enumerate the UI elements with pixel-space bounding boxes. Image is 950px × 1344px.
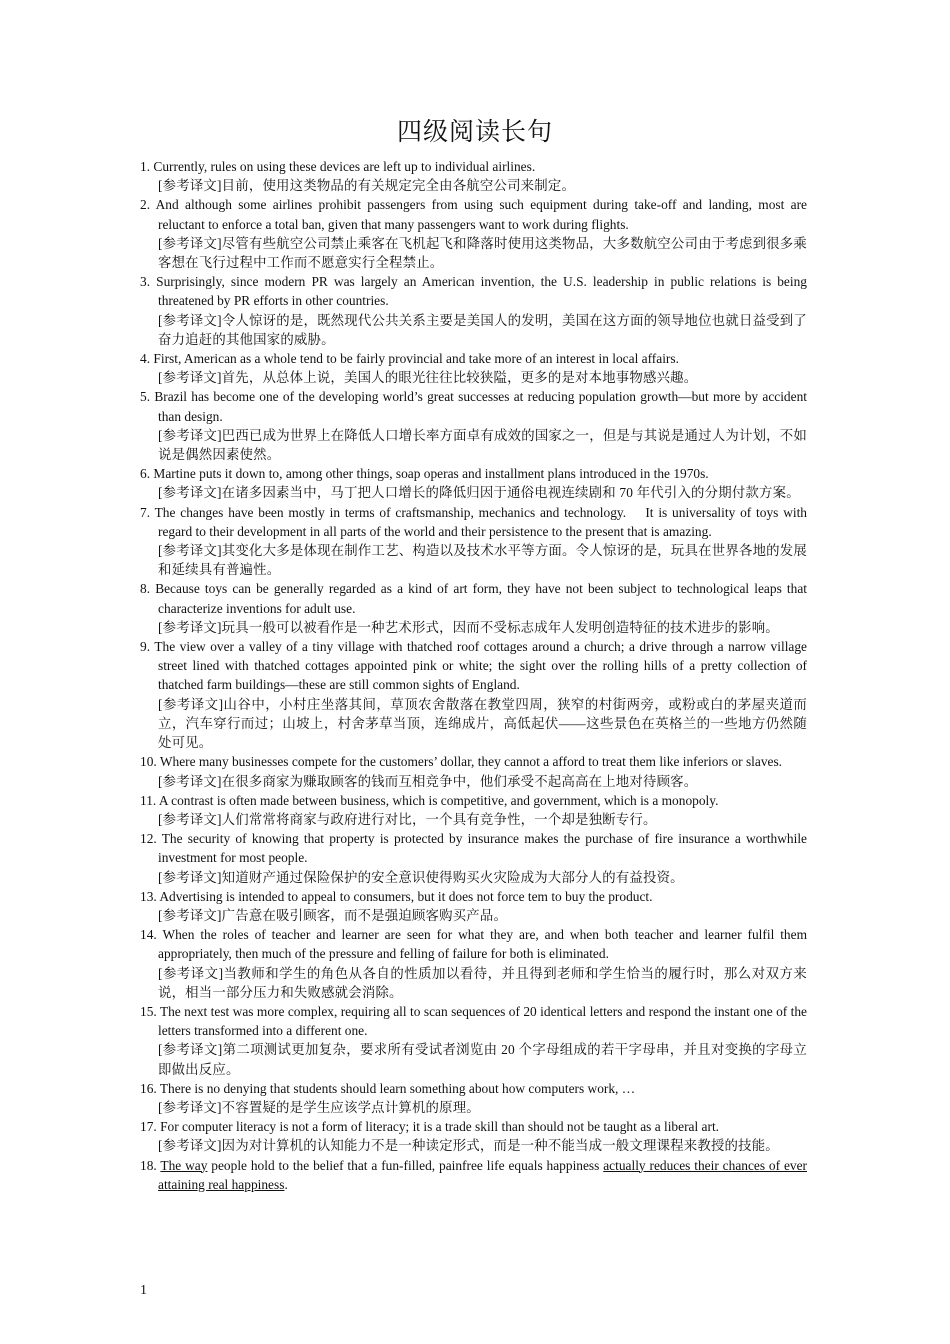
sentence-item-7: [140, 503, 811, 580]
sentence-item-13: [140, 887, 807, 925]
sentence-item-4: [140, 349, 807, 387]
english-sentence: [140, 1002, 811, 1040]
sentence-text: Advertising is intended to appeal to consumers, but it does not force tem to buy the product.: [159, 888, 653, 904]
sentence-text: The view over a valley of a tiny village with thatched roof cottages around a church; a drive through a narrow village street lined with thatched cottages appointed pink or white; the sight over the rolling hills of a pretty collection of thatched farm buildings—these are still common sights of England.: [154, 639, 811, 693]
sentence-item-10: [140, 752, 807, 790]
sentence-item-5: [140, 387, 811, 464]
item-number: 10.: [140, 754, 157, 770]
sentence-text: A contrast is often made between business, which is competitive, and government, which is a monopoly.: [158, 792, 719, 808]
english-sentence: [140, 464, 807, 483]
chinese-translation: [参考译文]尽管有些航空公司禁止乘客在飞机起飞和降落时使用这类物品，大多数航空公司由于考虑到很多乘客想在飞行过程中工作而不愿意实行全程禁止。: [158, 235, 807, 271]
item-number: 6.: [140, 466, 151, 482]
sentence-text: Martine puts it down to, among other things, soap operas and installment plans introduced in the 1970s.: [153, 466, 709, 482]
item-number: 13.: [140, 888, 157, 904]
item-number: 9.: [140, 639, 151, 655]
sentence-text: The changes have been mostly in terms of craftsmanship, mechanics and technology. It is universality of toys with regard to their development in all parts of the world and their persistence to the present that is amazing.: [154, 504, 811, 539]
sentence-text: Currently, rules on using these devices are left up to individual airlines.: [153, 159, 536, 174]
chinese-translation: [参考译文]令人惊讶的是，既然现代公共关系主要是美国人的发明，美国在这方面的领导地位也就日益受到了奋力追赶的其他国家的威胁。: [158, 312, 807, 347]
sentence-item-18: [140, 1156, 807, 1194]
sentence-item-16: [140, 1079, 807, 1117]
chinese-translation: [参考译文]因为对计算机的认知能力不是一种读定形式，而是一种不能当成一般文理课程来教授的技能。: [158, 1138, 779, 1154]
item-number: 11.: [140, 792, 157, 808]
sentence-text: First, American as a whole tend to be fairly provincial and take more of an interest in local affairs.: [153, 351, 679, 367]
item-number: 12.: [140, 831, 157, 847]
english-sentence: [140, 195, 811, 233]
item-number: 15.: [140, 1003, 157, 1019]
english-sentence: [140, 579, 811, 617]
sentence-text: Brazil has become one of the developing world’s great successes at reducing population growth—but more by accident than design.: [154, 389, 811, 424]
sentence-text: And although some airlines prohibit passengers from using such equipment during take-off and landing, most are reluctant to enforce a total ban, given that many passengers want to work during flights.: [155, 197, 811, 232]
english-sentence: [140, 157, 807, 176]
item-number: 4.: [140, 351, 151, 367]
english-sentence: [140, 1117, 807, 1136]
chinese-translation: [参考译文]巴西已成为世界上在降低人口增长率方面卓有成效的国家之一，但是与其说是通过人为计划，不如说是偶然因素使然。: [158, 427, 807, 463]
english-sentence: [140, 791, 807, 810]
sentence-text: Because toys can be generally regarded as a kind of art form, they have not been subject to technological leaps that characterize inventions for adult use.: [155, 581, 811, 616]
underlined-phrase: actually reduces their chances of ever attaining real happiness: [158, 1157, 808, 1192]
sentence-item-6: [140, 464, 807, 502]
sentence-item-12: [140, 829, 811, 887]
sentence-text: The next test was more complex, requiring all to scan sequences of 20 identical letters and respond the instant one of the letters transformed into a different one.: [158, 1003, 811, 1039]
english-sentence: [140, 1156, 807, 1194]
chinese-translation: [参考译文]其变化大多是体现在制作工艺、构造以及技术水平等方面。令人惊讶的是，玩具在世界各地的发展和延续具有普遍性。: [158, 543, 807, 578]
sentence-item-17: [140, 1117, 807, 1155]
sentence-item-2: [140, 195, 811, 272]
english-sentence: [140, 503, 811, 541]
chinese-translation: [参考译文]当教师和学生的角色从各自的性质加以看待，并且得到老师和学生恰当的履行时，那么对双方来说，相当一部分压力和失败感就会消除。: [158, 965, 807, 1000]
chinese-translation: [参考译文]知道财产通过保险保护的安全意识使得购买火灾险成为大部分人的有益投资。: [158, 869, 684, 885]
sentence-list: [140, 157, 811, 1194]
sentence-text: Where many businesses compete for the customers’ dollar, they cannot a afford to treat them like inferiors or slaves.: [159, 754, 783, 770]
chinese-translation: [参考译文]玩具一般可以被看作是一种艺术形式，因而不受标志成年人发明创造特征的技术进步的影响。: [158, 619, 779, 635]
chinese-translation: [参考译文]不容置疑的是学生应该学点计算机的原理。: [158, 1099, 480, 1115]
item-number: 2.: [140, 197, 151, 213]
chinese-translation: [参考译文]人们常常将商家与政府进行对比，一个具有竞争性，一个却是独断专行。: [158, 811, 657, 827]
item-number: 14.: [140, 927, 157, 943]
item-number: 8.: [140, 581, 151, 597]
chinese-translation: [参考译文]广告意在吸引顾客，而不是强迫顾客购买产品。: [158, 907, 508, 923]
chinese-translation: [参考译文]山谷中，小村庄坐落其间，草顶农舍散落在教堂四周，狭窄的村街两旁，或粉或白的茅屋夹道而立，汽车穿行而过；山坡上，村舍茅草当顶，连绵成片，高低起伏——这些景色在英格兰的一些地方仍然随处可见。: [158, 696, 807, 751]
sentence-item-14: [140, 925, 811, 1002]
english-sentence: [140, 887, 807, 906]
sentence-item-3: [140, 272, 811, 349]
sentence-text: There is no denying that students should learn something about how computers work, …: [159, 1080, 636, 1096]
chinese-translation: [参考译文]第二项测试更加复杂，要求所有受试者浏览由 20 个字母组成的若干字母串，并且对变换的字母立即做出反应。: [158, 1042, 807, 1077]
english-sentence: [140, 637, 811, 695]
item-number: 1.: [140, 159, 151, 174]
sentence-item-1: [140, 157, 807, 195]
english-sentence: [140, 829, 811, 867]
sentence-item-8: [140, 579, 811, 637]
english-sentence: [140, 387, 811, 425]
sentence-text: For computer literacy is not a form of literacy; it is a trade skill than should not be taught as a liberal art.: [160, 1119, 720, 1135]
sentence-text: The security of knowing that property is protected by insurance makes the purchase of fire insurance a worthwhile investment for most people.: [158, 831, 811, 866]
english-sentence: [140, 272, 811, 310]
item-number: 3.: [140, 274, 151, 290]
page-title: 四级阅读长句: [396, 119, 553, 146]
sentence-text: When the roles of teacher and learner are seen for what they are, and when both teacher and learner fulfil them appropriately, then much of the pressure and felling of failure for both is eliminated.: [158, 927, 811, 962]
sentence-text: people hold to the belief that a fun-filled, painfree life equals happiness: [207, 1157, 604, 1173]
chinese-translation: [参考译文]首先，从总体上说，美国人的眼光往往比较狭隘，更多的是对本地事物感兴趣。: [158, 370, 698, 386]
english-sentence: [140, 1079, 807, 1098]
item-number: 5.: [140, 389, 151, 405]
english-sentence: [140, 925, 811, 963]
underlined-phrase: The way: [160, 1157, 208, 1173]
sentence-text: Surprisingly, since modern PR was largely an American invention, the U.S. leadership in public relations is being threatened by PR efforts in other countries.: [156, 274, 811, 309]
chinese-translation: [参考译文]目前，使用这类物品的有关规定完全由各航空公司来制定。: [158, 178, 576, 194]
item-number: 17.: [140, 1119, 157, 1135]
english-sentence: [140, 349, 807, 368]
page-number: 1: [140, 1283, 147, 1298]
item-number: 16.: [140, 1080, 157, 1096]
sentence-item-15: [140, 1002, 811, 1079]
item-number: 18.: [140, 1157, 157, 1173]
chinese-translation: [参考译文]在诸多因素当中，马丁把人口增长的降低归因于通俗电视连续剧和 70 年代引入的分期付款方案。: [158, 485, 800, 501]
sentence-item-11: [140, 791, 807, 829]
chinese-translation: [参考译文]在很多商家为赚取顾客的钱而互相竞争中，他们承受不起高高在上地对待顾客。: [158, 773, 698, 789]
sentence-punctuation: .: [284, 1176, 288, 1192]
english-sentence: [140, 752, 807, 771]
sentence-item-9: [140, 637, 811, 752]
item-number: 7.: [140, 504, 151, 520]
